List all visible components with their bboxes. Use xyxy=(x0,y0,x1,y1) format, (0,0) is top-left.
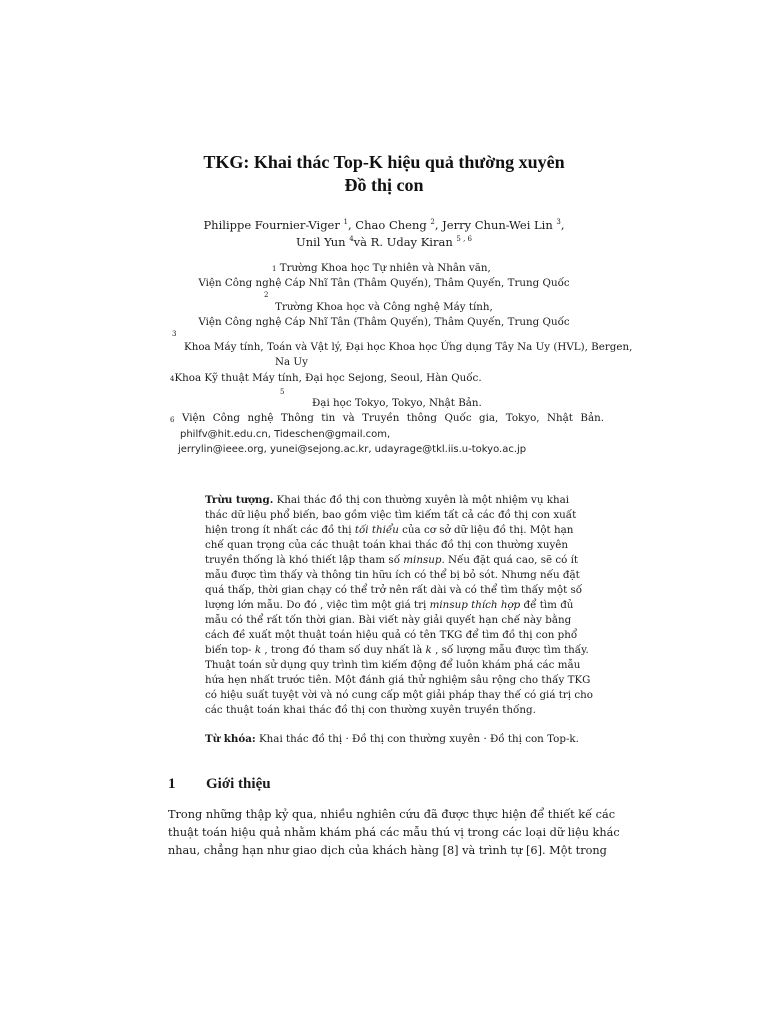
affiliation-5-line-1: Đại học Tokyo, Tokyo, Nhật Bản. xyxy=(312,397,482,409)
abstract-line: có hiệu suất tuyệt vời và nó cung cấp một giải pháp thay thế có giá trị cho xyxy=(205,689,593,701)
author-line-1: Philippe Fournier-Viger $^1$, Chao Cheng $^2$, Jerry Chun-Wei Lin $^3$, xyxy=(203,218,565,232)
affiliation-4-line-1: 4Khoa Kỹ thuật Máy tính, Đại học Sejong, Seoul, Hàn Quốc. xyxy=(170,372,482,384)
abstract-line: lượng lớn mẫu. Do đó , việc tìm một giá trị minsup thích hợp để tìm đủ xyxy=(205,599,574,611)
affiliation-mark: 2 xyxy=(264,291,269,299)
affiliation-mark: 6 xyxy=(170,416,175,424)
abstract-line: truyền thống là khó thiết lập tham số minsup. Nếu đặt quá cao, sẽ có ít xyxy=(205,554,579,566)
keywords: Từ khóa: Khai thác đồ thị · Đồ thị con thường xuyên · Đồ thị con Top-k. xyxy=(205,733,579,745)
body-line: thuật toán hiệu quả nhằm khám phá các mẫu thú vị trong các loại dữ liệu khác xyxy=(168,826,620,839)
affiliation-mark: 1 xyxy=(272,265,277,273)
section-title: Giới thiệu xyxy=(206,776,271,792)
author-affiliation-mark: 4 xyxy=(349,235,354,243)
author-affiliation-mark: 1 xyxy=(343,218,348,226)
keywords-label: Từ khóa: xyxy=(205,733,256,745)
abstract-line: quá thấp, thời gian chạy có thể trở nên rất dài và có thể tìm thấy một số xyxy=(205,584,583,596)
abstract-line: hiện trong ít nhất các đồ thị tối thiểu của cơ sở dữ liệu đồ thị. Một hạn xyxy=(205,524,574,536)
affiliation-6-line-1: Viện Công nghệ Thông tin và Truyền thông Quốc gia, Tokyo, Nhật Bản. xyxy=(182,412,604,424)
body-line: nhau, chẳng hạn như giao dịch của khách hàng [8] và trình tự [6]. Một trong xyxy=(168,844,607,857)
affiliation-3-line-2: Na Uy xyxy=(275,356,308,368)
author-affiliation-mark: 5 , 6 xyxy=(456,235,472,243)
paper-title-line-1: TKG: Khai thác Top-K hiệu quả thường xuyên xyxy=(203,152,565,172)
email-line-1: philfv@hit.edu.cn, Tideschen@gmail.com, xyxy=(180,429,391,440)
abstract-line: cách đề xuất một thuật toán hiệu quả có tên TKG để tìm đồ thị con phổ xyxy=(205,629,578,641)
abstract-line: các thuật toán khai thác đồ thị con thường xuyên truyền thống. xyxy=(205,704,536,716)
abstract-line: chế quan trọng của các thuật toán khai thác đồ thị con thường xuyên xyxy=(205,539,568,551)
body-line: Trong những thập kỷ qua, nhiều nghiên cứu đã được thực hiện để thiết kế các xyxy=(168,808,616,821)
abstract-line: thác dữ liệu phổ biến, bao gồm việc tìm kiếm tất cả các đồ thị con xuất xyxy=(205,509,577,521)
author-affiliation-mark: 2 xyxy=(430,218,435,226)
affiliation-mark: 5 xyxy=(280,388,285,396)
abstract-line: hứa hẹn nhất trước tiên. Một đánh giá thử nghiệm sâu rộng cho thấy TKG xyxy=(205,674,591,686)
paper-title-line-2: Đồ thị con xyxy=(344,175,424,195)
author-affiliation-mark: 3 xyxy=(556,218,561,226)
affiliation-2-line-1: Trường Khoa học và Công nghệ Máy tính, xyxy=(275,301,493,313)
affiliation-3-line-1: Khoa Máy tính, Toán và Vật lý, Đại học Khoa học Ứng dụng Tây Na Uy (HVL), Bergen, xyxy=(184,341,633,353)
abstract-line: mẫu được tìm thấy và thông tin hữu ích có thể bị bỏ sót. Nhưng nếu đặt xyxy=(205,569,580,581)
author-line-2: Unil Yun $^4$và R. Uday Kiran $^{5 , 6}$ xyxy=(296,235,472,249)
affiliation-1-line-2: Viện Công nghệ Cáp Nhĩ Tân (Thâm Quyến), Thâm Quyến, Trung Quốc xyxy=(198,277,570,289)
affiliation-1-line-1: 1 Trường Khoa học Tự nhiên và Nhân văn, xyxy=(272,262,491,274)
abstract-line: Thuật toán sử dụng quy trình tìm kiếm động để luôn khám phá các mẫu xyxy=(205,659,581,671)
abstract-line: Trừu tượng. Khai thác đồ thị con thường xuyên là một nhiệm vụ khai xyxy=(205,494,570,506)
email-line-2: jerrylin@ieee.org, yunei@sejong.ac.kr, udayrage@tkl.iis.u-tokyo.ac.jp xyxy=(178,444,527,455)
affiliation-2-line-2: Viện Công nghệ Cáp Nhĩ Tân (Thâm Quyến), Thâm Quyến, Trung Quốc xyxy=(198,316,570,328)
abstract-label: Trừu tượng. xyxy=(205,494,274,506)
affiliation-mark: 4 xyxy=(170,375,175,383)
section-number: 1 xyxy=(168,776,176,792)
affiliation-mark: 3 xyxy=(172,330,177,338)
abstract-line: biến top- k , trong đó tham số duy nhất là k , số lượng mẫu được tìm thấy. xyxy=(205,644,589,656)
abstract-line: mẫu có thể rất tốn thời gian. Bài viết này giải quyết hạn chế này bằng xyxy=(205,614,572,626)
